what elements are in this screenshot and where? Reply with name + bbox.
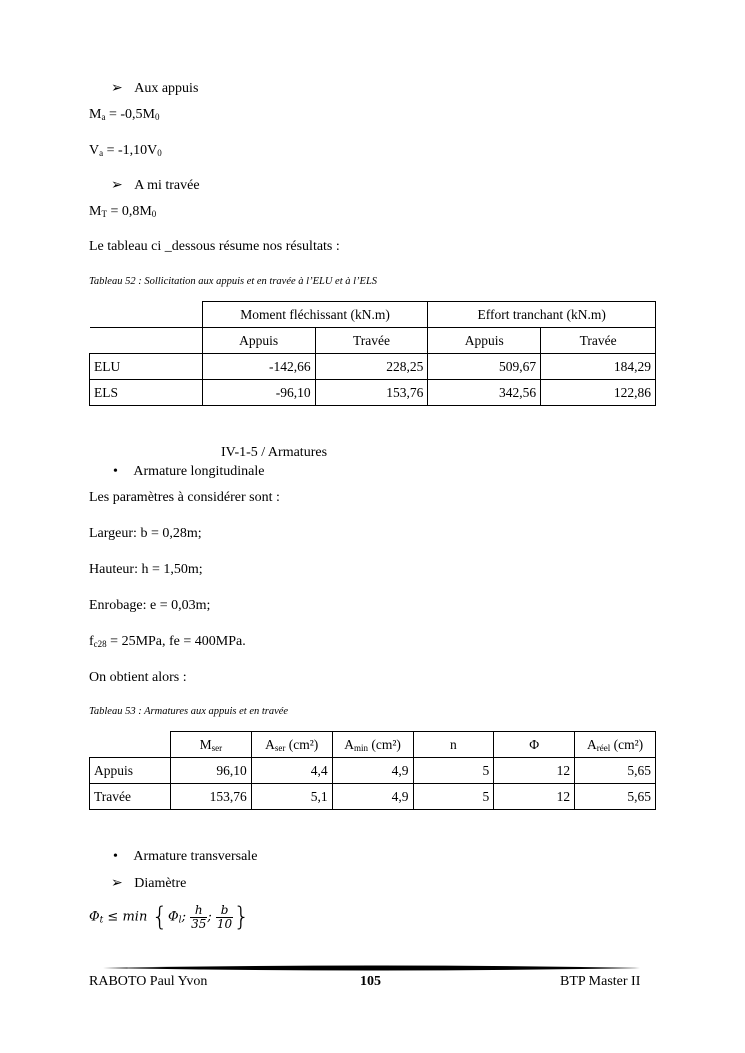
table53-cell: 5,1 <box>251 784 332 810</box>
equation-ma: $M_a = -0,5M_0$ <box>89 107 160 122</box>
table52-subheader: Appuis <box>202 328 315 354</box>
table53-cell: 5,65 <box>575 758 656 784</box>
equation-mt: $M_T = 0,8M_0$ <box>89 204 157 219</box>
table-row <box>90 758 656 784</box>
heading-aux-appuis: Aux appuis <box>134 81 199 96</box>
table53-row-label: Appuis <box>90 758 171 784</box>
table-row <box>90 380 656 406</box>
table53-cell: 12 <box>494 784 575 810</box>
table53-cell: 5 <box>413 784 494 810</box>
table53-cell: 5 <box>413 758 494 784</box>
footer-page-number: 105 <box>360 974 381 989</box>
table52-subheader: Appuis <box>428 328 541 354</box>
table52-cell: -142,66 <box>202 354 315 380</box>
param-hauteur: Hauteur: h = 1,50m; <box>89 562 203 577</box>
table53-caption: Tableau 53 : Armatures aux appuis et en travée <box>89 706 289 717</box>
table52-header-effort: Effort tranchant (kN.m) <box>428 302 656 328</box>
table52-cell: 153,76 <box>315 380 428 406</box>
arrow-bullet-icon: ➢ <box>111 81 123 96</box>
param-materials: $f_{c28} = 25MPa$, fe = 400MPa. <box>89 634 246 649</box>
table53-row-label: Travée <box>90 784 171 810</box>
intro-text: Le tableau ci _dessous résume nos résultats : <box>89 239 340 254</box>
table52-row-label: ELU <box>90 354 203 380</box>
params-intro: Les paramètres à considérer sont : <box>89 490 280 505</box>
table53-cell: 96,10 <box>170 758 251 784</box>
table53 <box>89 731 656 810</box>
table53-header-phi: Φ <box>494 732 575 758</box>
table52-subheader: Travée <box>315 328 428 354</box>
bullet-aux-appuis <box>111 80 198 97</box>
section-title-armatures: IV-1-5 / Armatures <box>221 445 328 460</box>
bullet-mi-travee <box>111 177 200 194</box>
table52 <box>89 301 656 406</box>
table52-cell: 509,67 <box>428 354 541 380</box>
table52-cell: 122,86 <box>541 380 656 406</box>
table53-cell: 4,4 <box>251 758 332 784</box>
table53-header-mser: $M_{ser}$ <box>170 732 251 758</box>
footer-divider <box>103 964 640 972</box>
table52-header-moment: Moment fléchissant (kN.m) <box>202 302 428 328</box>
arrow-bullet-icon: ➢ <box>111 178 123 193</box>
arrow-bullet-icon: ➢ <box>111 876 123 891</box>
table52-subheader: Travée <box>541 328 656 354</box>
table52-cell: -96,10 <box>202 380 315 406</box>
table53-header-amin: $A_{min}$ (cm²) <box>332 732 413 758</box>
formula-diametre: $\Phi_t \le \min \{\Phi_l$; $\frac{h}{35}$ ; $\frac{b}{10}$ } <box>89 902 250 932</box>
dot-bullet-icon: • <box>113 849 118 864</box>
table52-row-label: ELS <box>90 380 203 406</box>
bullet-diametre: ➢ Diamètre <box>111 876 187 891</box>
equation-va: $V_a = -1,10V_0$ <box>89 143 162 158</box>
heading-mi-travee: A mi travée <box>134 178 200 193</box>
bullet-armature-transversale: • Armature transversale <box>113 849 258 864</box>
table52-cell: 342,56 <box>428 380 541 406</box>
table52-caption: Tableau 52 : Sollicitation aux appuis et en travée à l’ELU et à l’ELS <box>89 276 378 287</box>
result-text: On obtient alors : <box>89 670 187 685</box>
table53-header-aser: $A_{ser}$ (cm²) <box>251 732 332 758</box>
table53-cell: 5,65 <box>575 784 656 810</box>
table52-cell: 184,29 <box>541 354 656 380</box>
table53-header-areel: $A_{réel}$ (cm²) <box>575 732 656 758</box>
param-largeur: Largeur: b = 0,28m; <box>89 526 202 541</box>
bullet-armature-longitudinale: • Armature longitudinale <box>113 464 265 479</box>
dot-bullet-icon: • <box>113 464 118 479</box>
table52-cell: 228,25 <box>315 354 428 380</box>
footer-course: BTP Master II <box>560 974 641 989</box>
table53-header-n: n <box>413 732 494 758</box>
table53-cell: 4,9 <box>332 758 413 784</box>
table-row <box>90 784 656 810</box>
table53-cell: 4,9 <box>332 784 413 810</box>
footer-author: RABOTO Paul Yvon <box>89 974 208 989</box>
table53-cell: 12 <box>494 758 575 784</box>
table-row <box>90 354 656 380</box>
param-enrobage: Enrobage: e = 0,03m; <box>89 598 211 613</box>
table53-cell: 153,76 <box>170 784 251 810</box>
